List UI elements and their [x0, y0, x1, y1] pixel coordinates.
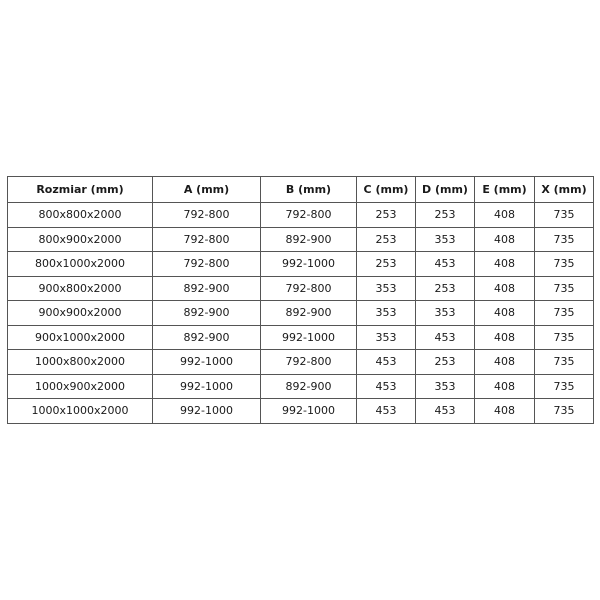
cell-x: 735	[535, 325, 594, 350]
cell-a: 892-900	[153, 276, 261, 301]
cell-size: 800x1000x2000	[8, 252, 153, 277]
table-row	[8, 301, 594, 326]
cell-size: 800x900x2000	[8, 227, 153, 252]
table-header-row	[8, 177, 594, 203]
cell-d: 353	[416, 374, 475, 399]
cell-c: 453	[357, 350, 416, 375]
cell-b: 892-900	[261, 301, 357, 326]
header-b: B (mm)	[261, 177, 357, 203]
header-x: X (mm)	[535, 177, 594, 203]
cell-d: 253	[416, 203, 475, 228]
cell-x: 735	[535, 399, 594, 424]
table-row	[8, 276, 594, 301]
cell-size: 1000x800x2000	[8, 350, 153, 375]
cell-b: 792-800	[261, 203, 357, 228]
table-row	[8, 203, 594, 228]
cell-a: 792-800	[153, 227, 261, 252]
cell-e: 408	[475, 325, 535, 350]
header-a: A (mm)	[153, 177, 261, 203]
cell-a: 992-1000	[153, 350, 261, 375]
cell-b: 992-1000	[261, 399, 357, 424]
cell-b: 792-800	[261, 350, 357, 375]
cell-d: 453	[416, 252, 475, 277]
table-row	[8, 227, 594, 252]
cell-c: 353	[357, 276, 416, 301]
cell-d: 453	[416, 325, 475, 350]
header-e: E (mm)	[475, 177, 535, 203]
cell-e: 408	[475, 374, 535, 399]
cell-c: 253	[357, 227, 416, 252]
cell-a: 892-900	[153, 325, 261, 350]
cell-d: 353	[416, 301, 475, 326]
header-c: C (mm)	[357, 177, 416, 203]
cell-a: 792-800	[153, 252, 261, 277]
cell-e: 408	[475, 252, 535, 277]
table-row	[8, 252, 594, 277]
cell-b: 892-900	[261, 227, 357, 252]
cell-x: 735	[535, 374, 594, 399]
cell-c: 353	[357, 325, 416, 350]
header-size: Rozmiar (mm)	[8, 177, 153, 203]
cell-x: 735	[535, 350, 594, 375]
cell-b: 992-1000	[261, 252, 357, 277]
cell-d: 253	[416, 276, 475, 301]
cell-e: 408	[475, 276, 535, 301]
cell-c: 453	[357, 374, 416, 399]
cell-size: 900x900x2000	[8, 301, 153, 326]
dimensions-table-container	[7, 176, 593, 424]
cell-b: 992-1000	[261, 325, 357, 350]
cell-size: 1000x900x2000	[8, 374, 153, 399]
table-row	[8, 399, 594, 424]
cell-c: 253	[357, 203, 416, 228]
cell-e: 408	[475, 350, 535, 375]
cell-size: 900x1000x2000	[8, 325, 153, 350]
cell-c: 453	[357, 399, 416, 424]
cell-d: 453	[416, 399, 475, 424]
table-row	[8, 374, 594, 399]
cell-x: 735	[535, 301, 594, 326]
cell-size: 1000x1000x2000	[8, 399, 153, 424]
cell-e: 408	[475, 227, 535, 252]
cell-x: 735	[535, 276, 594, 301]
cell-d: 353	[416, 227, 475, 252]
table-row	[8, 325, 594, 350]
cell-c: 353	[357, 301, 416, 326]
cell-a: 992-1000	[153, 374, 261, 399]
cell-b: 792-800	[261, 276, 357, 301]
header-d: D (mm)	[416, 177, 475, 203]
cell-a: 892-900	[153, 301, 261, 326]
cell-a: 792-800	[153, 203, 261, 228]
cell-c: 253	[357, 252, 416, 277]
cell-b: 892-900	[261, 374, 357, 399]
cell-size: 800x800x2000	[8, 203, 153, 228]
cell-e: 408	[475, 301, 535, 326]
cell-e: 408	[475, 203, 535, 228]
cell-x: 735	[535, 252, 594, 277]
cell-size: 900x800x2000	[8, 276, 153, 301]
dimensions-table	[7, 176, 594, 424]
cell-d: 253	[416, 350, 475, 375]
table-row	[8, 350, 594, 375]
cell-x: 735	[535, 203, 594, 228]
cell-a: 992-1000	[153, 399, 261, 424]
cell-e: 408	[475, 399, 535, 424]
cell-x: 735	[535, 227, 594, 252]
